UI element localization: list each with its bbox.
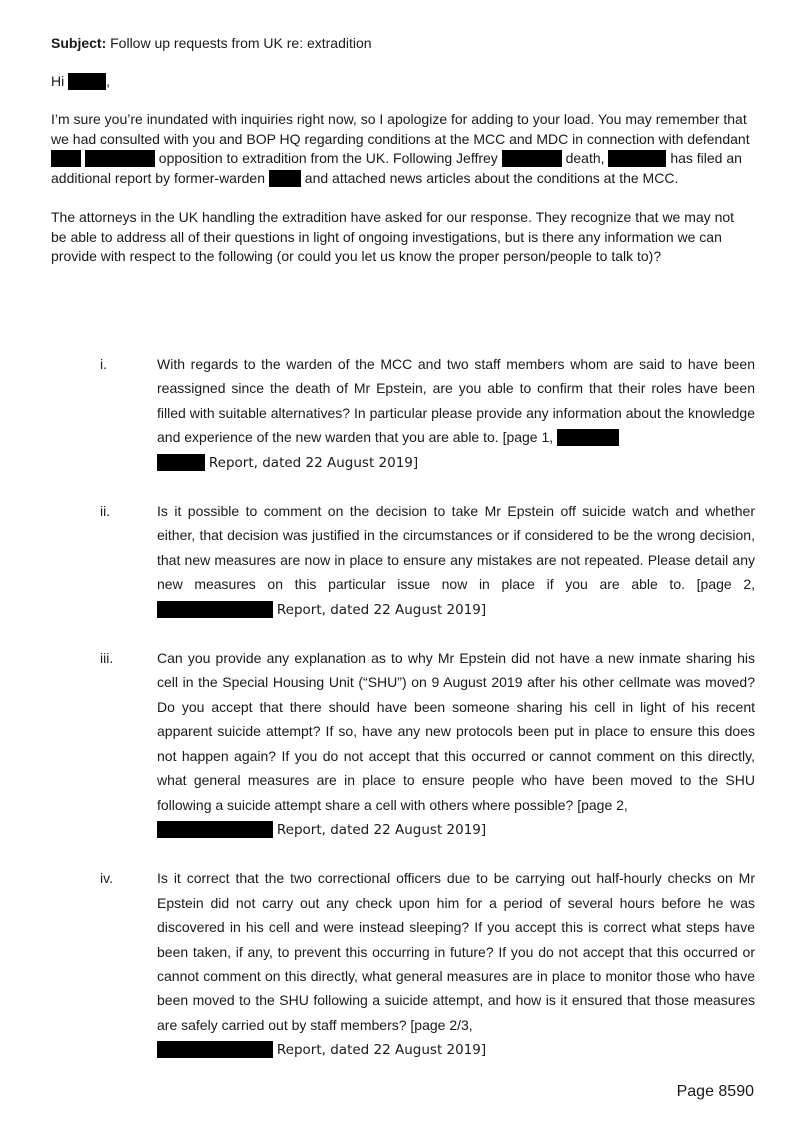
report-reference: Report, dated 22 August 2019] — [208, 454, 419, 471]
redaction-box — [157, 454, 205, 471]
redaction-box — [157, 821, 273, 838]
question-text: Is it possible to comment on the decision to take Mr Epstein off suicide watch and whether either, that decision was justified in the circumstances or if considered to be the wrong decision, that new measures are now in place to ensure any mistakes are not repeated. Please detail any new measures on this particular issue now in place if you are able to. [page 2, — [157, 503, 755, 593]
question-item — [100, 499, 755, 622]
intro-text-2: opposition to extradition from the UK. Following Jeffrey — [158, 150, 498, 166]
report-reference: Report, dated 22 August 2019] — [276, 821, 487, 838]
redaction-box — [68, 73, 106, 90]
page-number: Page 8590 — [676, 1083, 754, 1100]
greeting-comma: , — [106, 73, 111, 89]
subject-text: Follow up requests from UK re: extradition — [106, 35, 372, 51]
redaction-box — [157, 601, 273, 618]
question-list — [100, 352, 755, 1087]
redaction-box — [157, 1041, 273, 1058]
paragraph-request: The attorneys in the UK handling the extradition have asked for our response. They recognize that we may not be able to address all of their questions in light of ongoing investigations, but is there any information we can provide with respect to the following (or could you let us know the proper person/people to talk to)? — [51, 209, 735, 264]
greeting-text: Hi — [51, 73, 65, 89]
intro-text-3: death, — [565, 150, 605, 166]
intro-text-1: I’m sure you’re inundated with inquiries right now, so I apologize for adding to your load. You may remember that we had consulted with you and BOP HQ regarding conditions at the MCC and MDC in connection with defendant — [51, 111, 750, 147]
intro-text-5: and attached news articles about the conditions at the MCC. — [304, 169, 679, 186]
subject-line — [51, 34, 751, 52]
intro-text-4: has filed an additional report by former-warden — [51, 150, 742, 186]
question-item — [100, 646, 755, 842]
redaction-box — [51, 150, 81, 167]
question-text: With regards to the warden of the MCC and two staff members whom are said to have been reassigned since the death of Mr Epstein, are you able to confirm that their roles have been filled with suitable alternatives? In particular please provide any information about the knowledge and experience of the new warden that you are able to. [page 1, — [157, 356, 755, 446]
redaction-box — [269, 170, 301, 187]
report-reference: Report, dated 22 August 2019] — [276, 601, 487, 618]
question-number: iii. — [100, 650, 114, 667]
question-number: ii. — [100, 503, 111, 520]
paragraph-intro — [51, 110, 751, 188]
question-item — [100, 352, 755, 475]
redaction-box — [608, 150, 666, 167]
subject-label: Subject: — [51, 35, 107, 51]
redaction-box — [557, 429, 619, 446]
email-document — [51, 34, 751, 267]
question-number: iv. — [100, 870, 113, 887]
question-text: Is it correct that the two correctional officers due to be carrying out half-hourly checks on Mr Epstein did not carry out any check upon him for a period of several hours before he was discovered in his cell and were instead sleeping? If you accept this is correct what steps have been taken, if any, to prevent this occurring in future? If you do not accept that this occurred or cannot comment on this directly, what general measures are in place to monitor those who have been moved to the SHU following a suicide attempt, and how is it ensured that those measures are safely carried out by staff members? [page 2/3, — [157, 870, 755, 1033]
redaction-box — [85, 150, 155, 167]
question-text: Can you provide any explanation as to why Mr Epstein did not have a new inmate sharing his cell in the Special Housing Unit (“SHU”) on 9 August 2019 after his other cellmate was moved? Do you accept that there should have been someone sharing his cell in light of his recent apparent suicide attempt? If so, have any new protocols been put in place to ensure this does not happen again? If you do not accept that this occurred or cannot comment on this directly, what general measures are in place to ensure people who have been moved to the SHU following a suicide attempt share a cell with others where possible? [page 2, — [157, 650, 755, 813]
question-item — [100, 866, 755, 1062]
report-reference: Report, dated 22 August 2019] — [276, 1042, 487, 1059]
greeting — [51, 72, 751, 90]
redaction-box — [502, 150, 562, 167]
question-number: i. — [100, 356, 107, 372]
